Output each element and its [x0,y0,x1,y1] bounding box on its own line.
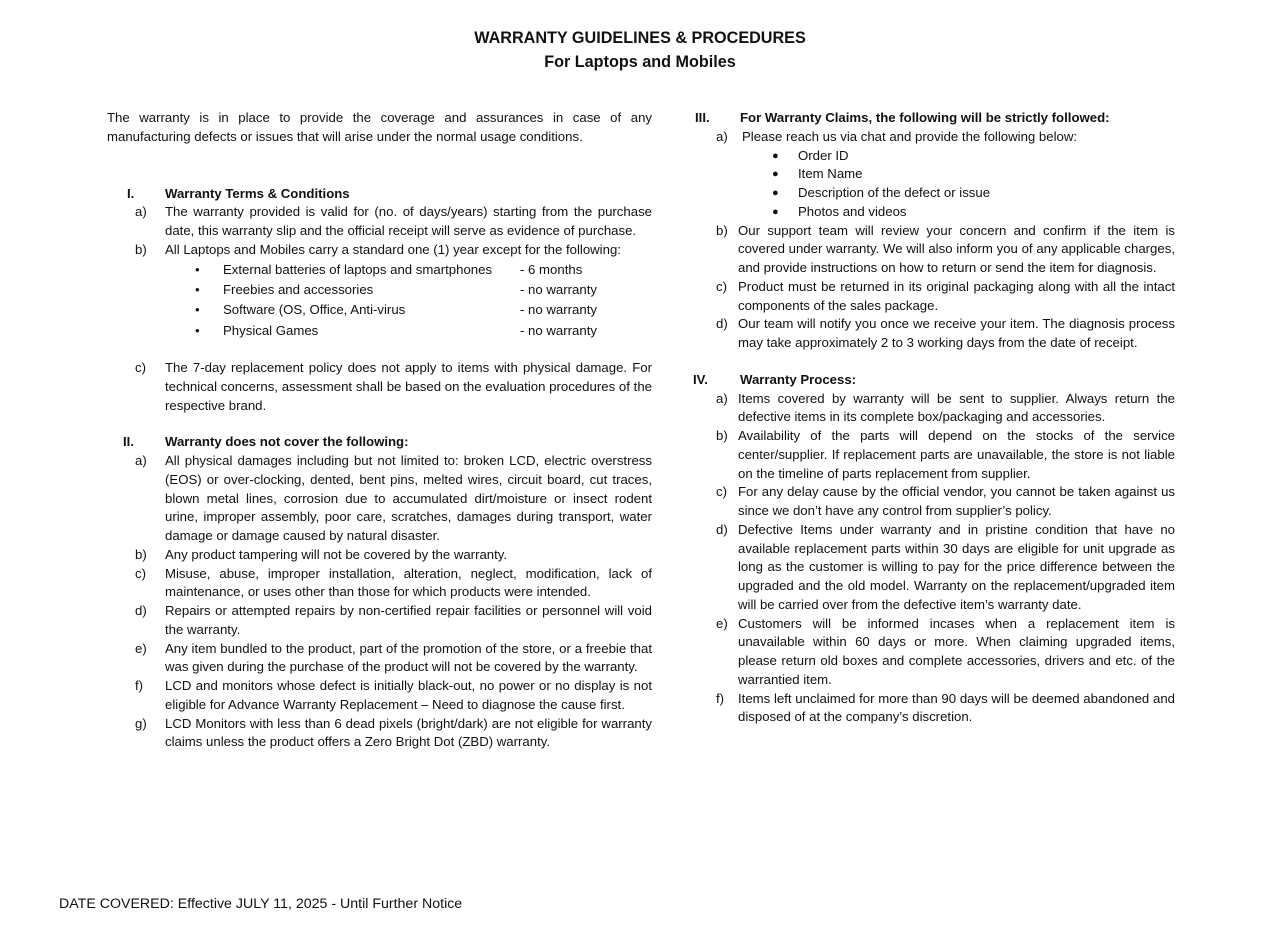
exception-name: Physical Games [223,322,319,338]
intro-paragraph: The warranty is in place to provide the coverage and assurances in case of any manufacturing defects or issues that will arise under the normal usage conditions. [107,110,652,144]
list-item [693,690,1175,728]
item-text: Defective Items under warranty and in pristine condition that have no available replacement parts within 30 days are eligible for unit upgrade as long as the customer is willing to pay for the price difference between the upgraded and the old model. Warranty on the replacement/upgraded item will be carried over from the defective item’s warranty date. [738,521,1175,612]
exception-name: Software (OS, Office, Anti-virus [223,302,406,318]
item-text: For any delay cause by the official vendor, you cannot be taken against us since we don’t have any control from supplier’s policy. [738,484,1175,518]
item-label: a) [716,128,728,144]
requirement-text: Order ID [798,147,849,163]
list-item [693,222,1175,278]
item-label: a) [135,453,147,469]
list-item [693,390,1175,428]
bullet-icon: ● [772,168,779,181]
section-exclusions [107,433,652,752]
title-line-2: For Laptops and Mobiles [544,53,736,71]
item-text: All physical damages including but not limited to: broken LCD, electric overstress (EOS) or over-clocking, dented, bent pins, melted wires, circuit board, cut traces, blown metal lines, corrosion due to accumulated dirt/moisture or insect rodent urine, improper assembly, poor care, scratches, damages during transport, water damage or damage caused by natural disaster. [165,453,652,544]
section-number: III. [695,110,710,125]
section-title: Warranty Terms & Conditions [165,185,350,201]
exception-name: Freebies and accessories [223,281,374,297]
requirement-text: Photos and videos [798,203,907,219]
section-number: II. [123,434,134,450]
section-heading [107,433,652,452]
exception-value: - 6 months [520,261,583,277]
bullet-icon: • [195,322,200,338]
item-text: Any item bundled to the product, part of the promotion of the store, or a freebie that was given during the purchase of the product will not be covered by the warranty. [165,640,652,675]
item-text: Repairs or attempted repairs by non-certified repair facilities or personnel will void the warranty. [165,603,652,637]
item-label: c) [135,360,146,376]
list-item [107,359,652,415]
item-label: a) [716,390,728,406]
list-item [107,565,652,603]
item-text: Items covered by warranty will be sent to supplier. Always return the defective items in its complete box/packaging and accessories. [738,390,1175,425]
list-item [107,677,652,715]
section-number: I. [127,185,135,201]
item-label: g) [135,715,147,731]
exception-value: - no warranty [520,281,597,297]
item-text: Our support team will review your concern and confirm if the item is covered under warranty. We will also inform you of any applicable charges, and provide instructions on how to return or send the item for diagnosis. [738,222,1175,275]
bullet-icon: ● [772,149,779,162]
item-label: d) [135,603,147,619]
bullet-icon: • [195,302,200,318]
list-item [693,615,1175,690]
list-item [107,203,652,241]
requirement-item [693,165,1175,184]
requirement-text: Item Name [798,166,863,182]
bullet-icon: ● [772,205,779,218]
item-text: Items left unclaimed for more than 90 days will be deemed abandoned and disposed of at the company’s discretion. [738,690,1175,725]
list-item [107,715,652,753]
list-item [693,427,1175,483]
item-label: c) [135,565,146,581]
item-text: LCD and monitors whose defect is initially black-out, no power or no display is not eligible for Advance Warranty Replacement – Need to diagnose the cause first. [165,678,652,712]
item-text: Misuse, abuse, improper installation, alteration, neglect, modification, lack of maintenance, or uses other than those for which products were intended. [165,565,652,600]
item-text: Product must be returned in its original packaging along with all the intact components of the sales package. [738,278,1175,313]
exception-item [107,260,652,280]
item-label: b) [135,546,147,562]
section-number: IV. [693,371,708,387]
item-label: b) [135,241,147,257]
item-label: d) [716,521,728,537]
requirements-list [693,147,1175,222]
list-item [107,241,652,260]
item-label: c) [716,484,727,500]
item-text: Please reach us via chat and provide the following below: [742,128,1078,144]
list-item [693,483,1175,521]
section-process [693,371,1175,727]
item-text: Customers will be informed incases when a replacement item is unavailable within 60 days or more. When claiming upgraded items, please return old boxes and complete accessories, drivers and etc. of the warrantied item. [738,615,1175,687]
list-item [107,452,652,546]
item-text: Availability of the parts will depend on the stocks of the service center/supplier. If replacement parts are unavailable, the store is not liable on the timeline of parts replacement from supplier. [738,428,1175,481]
item-label: d) [716,316,728,332]
exception-item [107,321,652,341]
date-covered-value: Effective JULY 11, 2025 - Until Further Notice [177,896,463,912]
right-column [693,109,1175,727]
list-item [693,315,1175,353]
item-label: b) [716,428,728,443]
section-claims [693,109,1175,353]
bullet-icon: ● [772,187,779,199]
section-terms [107,185,652,416]
item-text: Our team will notify you once we receive your item. The diagnosis process may take approximately 2 to 3 working days from the date of receipt. [738,316,1175,350]
item-label: c) [716,278,727,294]
item-text: LCD Monitors with less than 6 dead pixels (bright/dark) are not eligible for warranty claims unless the product offers a Zero Bright Dot (ZBD) warranty. [165,715,652,750]
section-title: Warranty does not cover the following: [165,434,409,450]
list-item [107,640,652,678]
item-label: e) [716,615,728,631]
item-label: e) [135,640,147,656]
section-title: For Warranty Claims, the following will be strictly followed: [740,110,1110,125]
section-heading [693,109,1175,128]
section-title: Warranty Process: [740,371,857,387]
exception-item [107,280,652,300]
exceptions-list [107,260,652,342]
item-text: The 7-day replacement policy does not apply to items with physical damage. For technical concerns, assessment shall be based on the evaluation procedures of the respective brand. [165,360,652,413]
left-column [107,109,652,752]
exception-item [107,300,652,320]
item-label: b) [716,222,728,238]
item-label: f) [716,690,725,706]
title-line-1: WARRANTY GUIDELINES & PROCEDURES [474,29,806,47]
requirement-item [693,203,1175,222]
document-title [0,26,1280,74]
date-covered [59,894,462,914]
exception-name: External batteries of laptops and smartphones [223,261,493,277]
item-text: All Laptops and Mobiles carry a standard one (1) year except for the following: [165,241,621,257]
requirement-item [693,184,1175,203]
list-item [693,128,1175,147]
item-text: Any product tampering will not be covered by the warranty. [165,546,508,562]
requirement-item [693,147,1175,166]
list-item [107,546,652,565]
exception-value: - no warranty [520,302,597,318]
date-covered-label: DATE COVERED: [59,896,174,912]
bullet-icon: • [195,261,200,277]
list-item [107,602,652,640]
list-item [693,278,1175,316]
list-item [693,521,1175,615]
item-text: The warranty provided is valid for (no. of days/years) starting from the purchase date, this warranty slip and the official receipt will serve as evidence of purchase. [165,204,652,238]
exception-value: - no warranty [520,322,597,338]
requirement-text: Description of the defect or issue [798,185,991,200]
bullet-icon: • [195,281,200,297]
section-heading [693,371,1175,390]
section-heading [107,185,652,204]
item-label: a) [135,204,147,220]
item-label: f) [135,678,144,694]
